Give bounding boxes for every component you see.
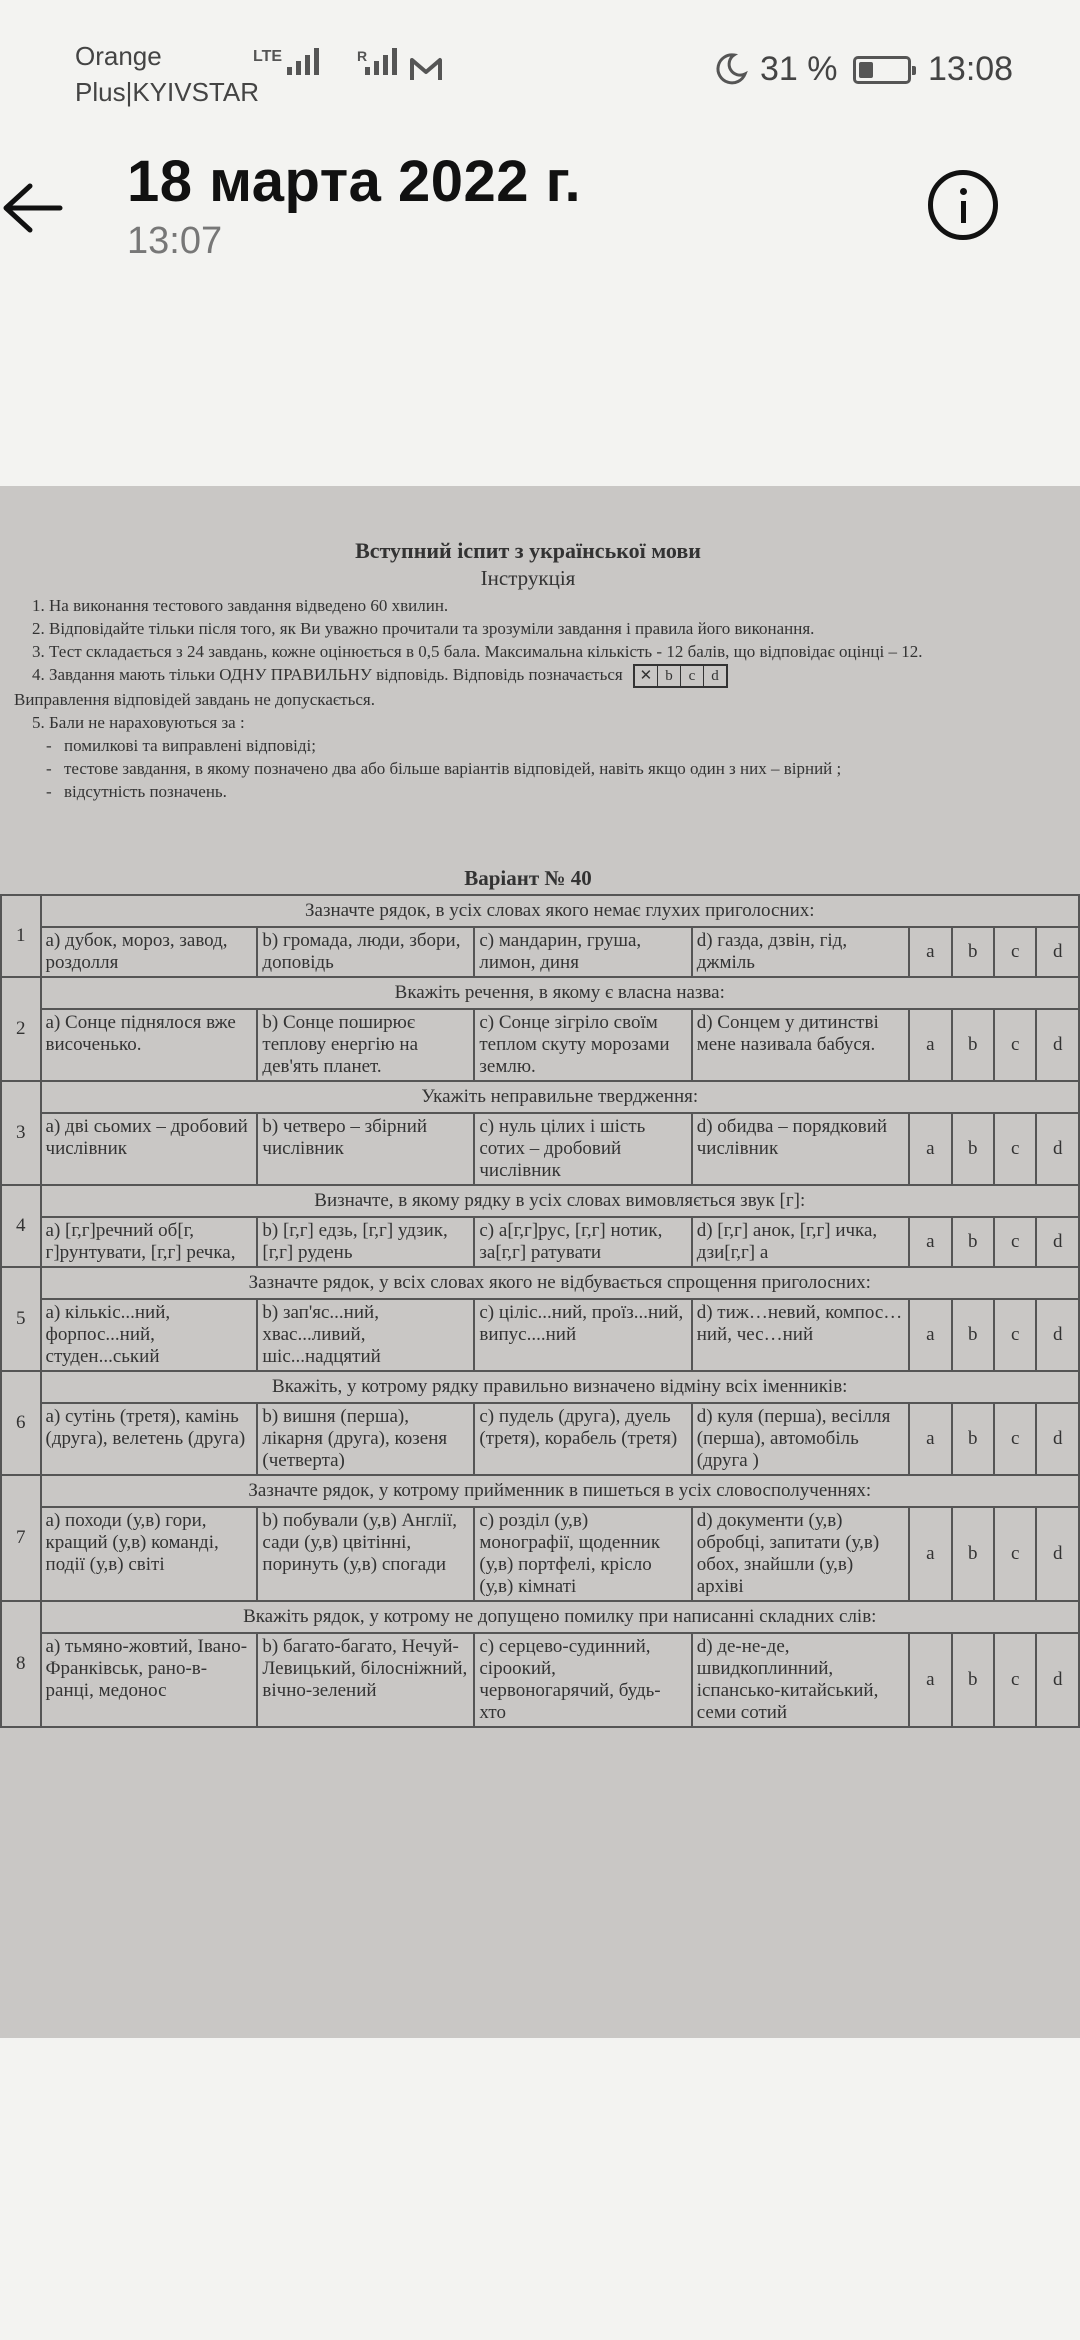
question-number: 6: [1, 1371, 41, 1475]
answer-option: d) обидва – порядковий числівник: [692, 1113, 909, 1185]
question-text: Зазначте рядок, у котрому прийменник в пишеться в усіх словосполученнях:: [41, 1475, 1079, 1507]
status-time: 13:08: [928, 50, 1014, 88]
answer-letter: a: [909, 1633, 951, 1727]
question-text: Вкажіть речення, в якому є власна назва:: [41, 977, 1079, 1009]
answer-option: d) Сонцем у дитинстві мене називала бабуся.: [692, 1009, 909, 1081]
mail-icon: [410, 56, 442, 82]
answer-option: c) ціліс...ний, проїз...ний, випус....ний: [474, 1299, 691, 1371]
answer-letter: b: [952, 927, 994, 977]
answer-letter: a: [909, 1403, 951, 1475]
question-number: 4: [1, 1185, 41, 1267]
instruction-4b: Виправлення відповідей завдань не допускається.: [14, 690, 375, 710]
answer-option: а) тьмяно-жовтий, Івано-Франківськ, рано-в-ранці, медонос: [41, 1633, 258, 1727]
question-text: Визначте, в якому рядку в усіх словах вимовляється звук [г]:: [41, 1185, 1079, 1217]
instruction-2: 2. Відповідайте тільки після того, як Ви уважно прочитали та зрозуміли завдання і правила його виконання.: [32, 619, 815, 638]
answer-letter: d: [1036, 1217, 1079, 1267]
answer-letter: c: [994, 1217, 1036, 1267]
answer-letter: a: [909, 1113, 951, 1185]
answer-letter: d: [1036, 1633, 1079, 1727]
answer-option: а) походи (у,в) гори, кращий (у,в) команді, події (у,в) світі: [41, 1507, 258, 1601]
arrow-left-icon[interactable]: [0, 180, 64, 236]
answer-mark-example: ✕ b c d: [633, 664, 728, 688]
answer-letter: d: [1036, 1009, 1079, 1081]
question-number: 2: [1, 977, 41, 1081]
answer-letter: c: [994, 1507, 1036, 1601]
answer-option: d) газда, дзвін, гід, джміль: [692, 927, 909, 977]
answer-letter: b: [952, 1113, 994, 1185]
answer-option: d) документи (у,в) обробці, запитати (у,в) обох, знайшли (у,в) архіві: [692, 1507, 909, 1601]
answer-letter: d: [1036, 1113, 1079, 1185]
answer-letter: c: [994, 1113, 1036, 1185]
answer-option: b) четверо – збірний числівник: [257, 1113, 474, 1185]
question-number: 1: [1, 895, 41, 977]
question-number: 7: [1, 1475, 41, 1601]
roaming-indicator: R: [357, 48, 368, 64]
answer-option: d) [г,г] анок, [г,г] ичка, дзи[г,г] а: [692, 1217, 909, 1267]
moon-icon: [714, 52, 748, 86]
answer-letter: b: [952, 1633, 994, 1727]
question-text: Укажіть неправильне твердження:: [41, 1081, 1079, 1113]
answer-option: b) [г,г] едзь, [г,г] удзик, [г,г] рудень: [257, 1217, 474, 1267]
instruction-4: 4. Завдання мають тільки ОДНУ ПРАВИЛЬНУ відповідь. Відповідь позначається ✕ b c d: [14, 663, 1044, 688]
answer-letter: b: [952, 1403, 994, 1475]
answer-option: c) нуль цілих і шість сотих – дробовий числівник: [474, 1113, 691, 1185]
crossed-box-icon: ✕: [639, 668, 653, 685]
answer-option: а) сутінь (третя), камінь (друга), велетень (друга): [41, 1403, 258, 1475]
answer-option: c) мандарин, груша, лимон, диня: [474, 927, 691, 977]
answer-letter: d: [1036, 1507, 1079, 1601]
question-number: 3: [1, 1081, 41, 1185]
answer-option: b) зап'яс...ний, хвас...ливий, шіс...надцятий: [257, 1299, 474, 1371]
status-bar: [0, 0, 1080, 110]
answer-option: а) кількіс...ний, форпос...ний, студен...ський: [41, 1299, 258, 1371]
answer-option: b) громада, люди, збори, доповідь: [257, 927, 474, 977]
question-number: 5: [1, 1267, 41, 1371]
answer-option: а) [г,г]речний об[г, г]рунтувати, [г,г] речка,: [41, 1217, 258, 1267]
test-table: [0, 894, 1080, 1728]
answer-option: b) Сонце поширює теплову енергію на дев'ять планет.: [257, 1009, 474, 1081]
answer-letter: c: [994, 1633, 1036, 1727]
answer-option: c) Сонце зігріло своїм теплом скуту морозами землю.: [474, 1009, 691, 1081]
answer-letter: d: [1036, 1299, 1079, 1371]
battery-icon: [853, 56, 911, 84]
answer-letter: c: [994, 1403, 1036, 1475]
answer-letter: d: [1036, 927, 1079, 977]
answer-option: b) багато-багато, Нечуй-Левицький, білосніжний, вічно-зелений: [257, 1633, 474, 1727]
variant-title: Варіант № 40: [464, 866, 592, 890]
answer-option: c) а[г,г]рус, [г,г] нотик, за[г,г] ратувати: [474, 1217, 691, 1267]
answer-letter: d: [1036, 1403, 1079, 1475]
signal-icon: [365, 48, 397, 75]
question-number: 8: [1, 1601, 41, 1727]
answer-option: b) вишня (перша), лікарня (друга), козеня (четверта): [257, 1403, 474, 1475]
page-subtitle: 13:07: [127, 220, 223, 262]
carrier-line-1: Orange: [75, 41, 162, 71]
battery-percent: 31 %: [760, 50, 838, 88]
bullet-1: - помилкові та виправлені відповіді;: [14, 734, 1044, 757]
carrier-line-2: Plus|KYIVSTAR: [75, 77, 259, 107]
answer-letter: c: [994, 927, 1036, 977]
bullet-2: - тестове завдання, в якому позначено два або більше варіантів відповідей, навіть якщо один з них – вірний ;: [14, 757, 1044, 780]
question-text: Зазначте рядок, в усіх словах якого немає глухих приголосних:: [41, 895, 1079, 927]
photo-image[interactable]: [0, 486, 1080, 2038]
instruction-5: 5. Бали не нараховуються за :: [32, 713, 245, 733]
bullet-3: - відсутність позначень.: [14, 780, 1044, 803]
answer-letter: b: [952, 1507, 994, 1601]
exam-title: Вступний іспит з української мови: [355, 538, 701, 563]
question-text: Вкажіть, у котрому рядку правильно визначено відміну всіх іменників:: [41, 1371, 1079, 1403]
instruction-1: 1. На виконання тестового завдання відведено 60 хвилин.: [32, 596, 449, 615]
info-icon[interactable]: [928, 170, 998, 240]
answer-option: d) куля (перша), весілля (перша), автомобіль (друга ): [692, 1403, 909, 1475]
answer-letter: a: [909, 1299, 951, 1371]
answer-option: а) Сонце піднялося вже височенько.: [41, 1009, 258, 1081]
bottom-area: [0, 2038, 1080, 2340]
question-text: Вкажіть рядок, у котрому не допущено помилку при написанні складних слів:: [41, 1601, 1079, 1633]
answer-letter: c: [994, 1299, 1036, 1371]
answer-letter: b: [952, 1217, 994, 1267]
answer-option: d) тиж…невий, компос…ний, чес…ний: [692, 1299, 909, 1371]
answer-letter: a: [909, 1009, 951, 1081]
lte-indicator: LTE: [253, 48, 283, 65]
answer-option: b) побували (у,в) Англії, сади (у,в) цвітінні, поринуть (у,в) спогади: [257, 1507, 474, 1601]
answer-option: d) де-не-де, швидкоплинний, іспансько-китайський, семи сотий: [692, 1633, 909, 1727]
answer-option: а) дві сьомих – дробовий числівник: [41, 1113, 258, 1185]
page-title: 18 марта 2022 г.: [127, 149, 582, 214]
answer-letter: a: [909, 927, 951, 977]
answer-option: c) серцево-судинний, сіроокий, червоногарячий, будь-хто: [474, 1633, 691, 1727]
answer-letter: b: [952, 1299, 994, 1371]
answer-option: c) розділ (у,в) монографії, щоденник (у,в) портфелі, крісло (у,в) кімнаті: [474, 1507, 691, 1601]
instructions: [14, 594, 1044, 803]
answer-option: c) пудель (друга), дуель (третя), корабель (третя): [474, 1403, 691, 1475]
carrier-name: [75, 38, 259, 110]
answer-letter: a: [909, 1217, 951, 1267]
answer-option: а) дубок, мороз, завод, роздолля: [41, 927, 258, 977]
question-text: Зазначте рядок, у всіх словах якого не відбувається спрощення приголосних:: [41, 1267, 1079, 1299]
answer-letter: b: [952, 1009, 994, 1081]
answer-letter: c: [994, 1009, 1036, 1081]
exam-subtitle: Інструкція: [480, 566, 576, 590]
answer-letter: a: [909, 1507, 951, 1601]
signal-icon: [287, 48, 319, 75]
instruction-3: 3. Тест складається з 24 завдань, кожне оцінюється в 0,5 бала. Максимальна кількість - 12 балів, що відповідає оцінці – 12.: [32, 642, 923, 661]
